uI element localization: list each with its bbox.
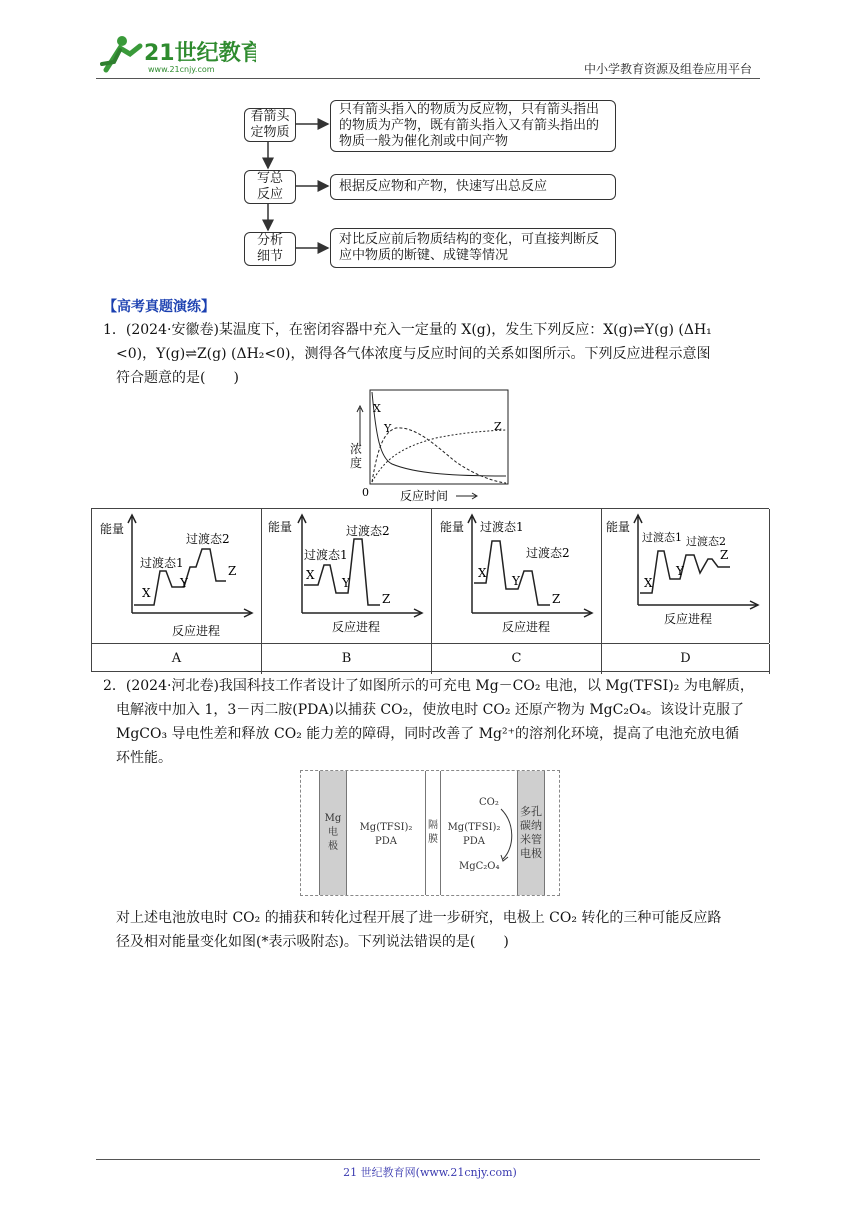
option-b-ts1-label: 过渡态1: [304, 548, 348, 562]
flow-step-1-label: 看箭头 定物质: [244, 108, 296, 142]
flow-step-3-label: 分析 细节: [244, 232, 296, 266]
series-x-curve: [372, 392, 506, 476]
logo-text: 21世纪教育: [144, 41, 256, 66]
option-d-letter[interactable]: D: [602, 644, 770, 674]
q1-line-2: <0)，Y(g)⇌Z(g) (ΔH₂<0)，测得各气体浓度与反应时间的关系如图所示。下列反应进程示意图: [116, 346, 711, 362]
series-y-curve: [372, 428, 506, 483]
option-d-chart: [602, 509, 770, 643]
separator: [425, 771, 441, 895]
option-a-yaxis-label: 能量: [100, 522, 125, 536]
footer-text[interactable]: 21 世纪教育网(www.21cnjy.com): [343, 1166, 517, 1179]
carbon-nanotube-electrode: [517, 771, 545, 895]
option-d-z-label: Z: [720, 548, 729, 562]
carbon-electrode-text-1: 多孔: [520, 805, 542, 818]
option-b-letter[interactable]: B: [262, 644, 432, 674]
option-a-ts2-label: 过渡态2: [186, 532, 230, 546]
mg-electrode-text-3: 极: [328, 841, 338, 852]
header-platform-text: 中小学教育资源及组卷应用平台: [583, 62, 752, 76]
carbon-electrode-text-4: 电极: [520, 847, 542, 860]
electrolyte-left: [353, 821, 419, 849]
option-b-z-label: Z: [382, 592, 391, 606]
option-a-z-label: Z: [228, 564, 237, 578]
option-a-xaxis-label: 反应进程: [172, 624, 221, 638]
battery-diagram: [300, 770, 560, 896]
method-flow-diagram: [240, 96, 620, 272]
option-c-z-label: Z: [552, 592, 561, 606]
option-a-ts1-label: 过渡态1: [140, 556, 184, 570]
conversion-arrow: [497, 805, 517, 865]
flow-step-2-desc: 根据反应物和产物，快速写出总反应: [330, 174, 616, 200]
option-b-xaxis-label: 反应进程: [332, 620, 381, 634]
option-c-chart: [432, 509, 602, 643]
option-d-ts2-label: 过渡态2: [686, 535, 726, 548]
option-c-ts2-label: 过渡态2: [526, 546, 570, 560]
option-c-yaxis-label: 能量: [440, 520, 465, 534]
option-b-yaxis-label: 能量: [268, 520, 293, 534]
y-axis-label: 浓度: [350, 442, 363, 470]
flow-step-2-label: 写总 反应: [244, 170, 296, 204]
option-a-letter[interactable]: A: [92, 644, 262, 674]
mg-electrode: [319, 771, 347, 895]
option-d-y-label: Y: [676, 564, 684, 578]
q2-line-4: 环性能。: [116, 750, 172, 766]
logo: [96, 32, 256, 76]
footer-divider: [96, 1159, 760, 1160]
option-c-xaxis-label: 反应进程: [502, 620, 551, 634]
concentration-chart: [346, 386, 516, 504]
option-a-x-label: X: [142, 586, 151, 600]
option-c-y-label: Y: [512, 574, 520, 588]
x-axis-label: 反应时间: [400, 489, 449, 503]
series-x-label: X: [373, 402, 381, 415]
option-d-ts1-label: 过渡态1: [642, 531, 682, 544]
separator-text-2: 膜: [428, 834, 438, 845]
option-b-x-label: X: [306, 568, 315, 582]
option-a-y-label: Y: [180, 576, 188, 590]
electrolyte-left-additive: PDA: [375, 836, 397, 847]
q2-line-3: MgCO₃ 导电性差和释放 CO₂ 能力差的障碍，同时改善了 Mg²⁺的溶剂化环境，提高了电池充放电循: [116, 726, 739, 742]
mg-electrode-text-2: 电: [328, 827, 338, 838]
electrolyte-right-additive: PDA: [463, 836, 485, 847]
q2-line-2: 电解液中加入 1，3－丙二胺(PDA)以捕获 CO₂，使放电时 CO₂ 还原产物为 MgC₂O₄。该设计克服了: [116, 702, 745, 718]
co2-label: CO₂: [479, 797, 499, 808]
header-divider: [96, 78, 760, 79]
q1-line-3: 符合题意的是( ): [116, 370, 239, 386]
options-table: [91, 508, 769, 672]
origin-label: 0: [362, 486, 369, 499]
flow-step-1-desc: 只有箭头指入的物质为反应物，只有箭头指出的物质为产物，既有箭头指入又有箭头指出的物质一般为催化剂或中间产物: [330, 100, 616, 152]
option-d-x-label: X: [644, 576, 653, 590]
flow-step-3-desc: 对比反应前后物质结构的变化，可直接判断反应中物质的断键、成键等情况: [330, 228, 616, 268]
option-b-chart: [262, 509, 432, 643]
q1-line-1: 1．(2024·安徽卷)某温度下，在密闭容器中充入一定量的 X(g)，发生下列反应：X(g)⇌Y(g) (ΔH₁: [103, 322, 712, 338]
option-c-ts1-label: 过渡态1: [480, 520, 524, 534]
option-c-x-label: X: [478, 566, 487, 580]
option-d-yaxis-label: 能量: [606, 520, 631, 534]
mgc2o4-label: MgC₂O₄: [459, 861, 500, 872]
electrolyte-right: [443, 821, 505, 849]
electrolyte-right-salt: Mg(TFSI)₂: [447, 822, 501, 833]
separator-text-1: 隔: [428, 820, 438, 831]
electrolyte-left-salt: Mg(TFSI)₂: [359, 822, 413, 833]
q2-after-line-1: 对上述电池放电时 CO₂ 的捕获和转化过程开展了进一步研究，电极上 CO₂ 转化的三种可能反应路: [116, 910, 722, 926]
carbon-electrode-text-2: 碳纳: [520, 819, 542, 832]
option-letter-row: [92, 643, 769, 674]
option-b-y-label: Y: [342, 576, 350, 590]
series-y-label: Y: [384, 422, 392, 435]
section-title: 【高考真题演练】: [103, 299, 215, 315]
series-z-label: Z: [494, 420, 502, 433]
option-d-xaxis-label: 反应进程: [664, 612, 713, 626]
q2-after-line-2: 径及相对能量变化如图(*表示吸附态)。下列说法错误的是( ): [116, 934, 509, 950]
logo-url: www.21cnjy.com: [148, 65, 215, 74]
option-d-energy-path: [640, 551, 730, 593]
mg-electrode-text-1: Mg: [324, 813, 342, 824]
q2-line-1: 2．(2024·河北卷)我国科技工作者设计了如图所示的可充电 Mg－CO₂ 电池，以 Mg(TFSI)₂ 为电解质，: [103, 678, 754, 694]
option-b-ts2-label: 过渡态2: [346, 524, 390, 538]
option-c-letter[interactable]: C: [432, 644, 602, 674]
option-a-chart: [92, 509, 262, 643]
carbon-electrode-text-3: 米管: [520, 833, 542, 846]
